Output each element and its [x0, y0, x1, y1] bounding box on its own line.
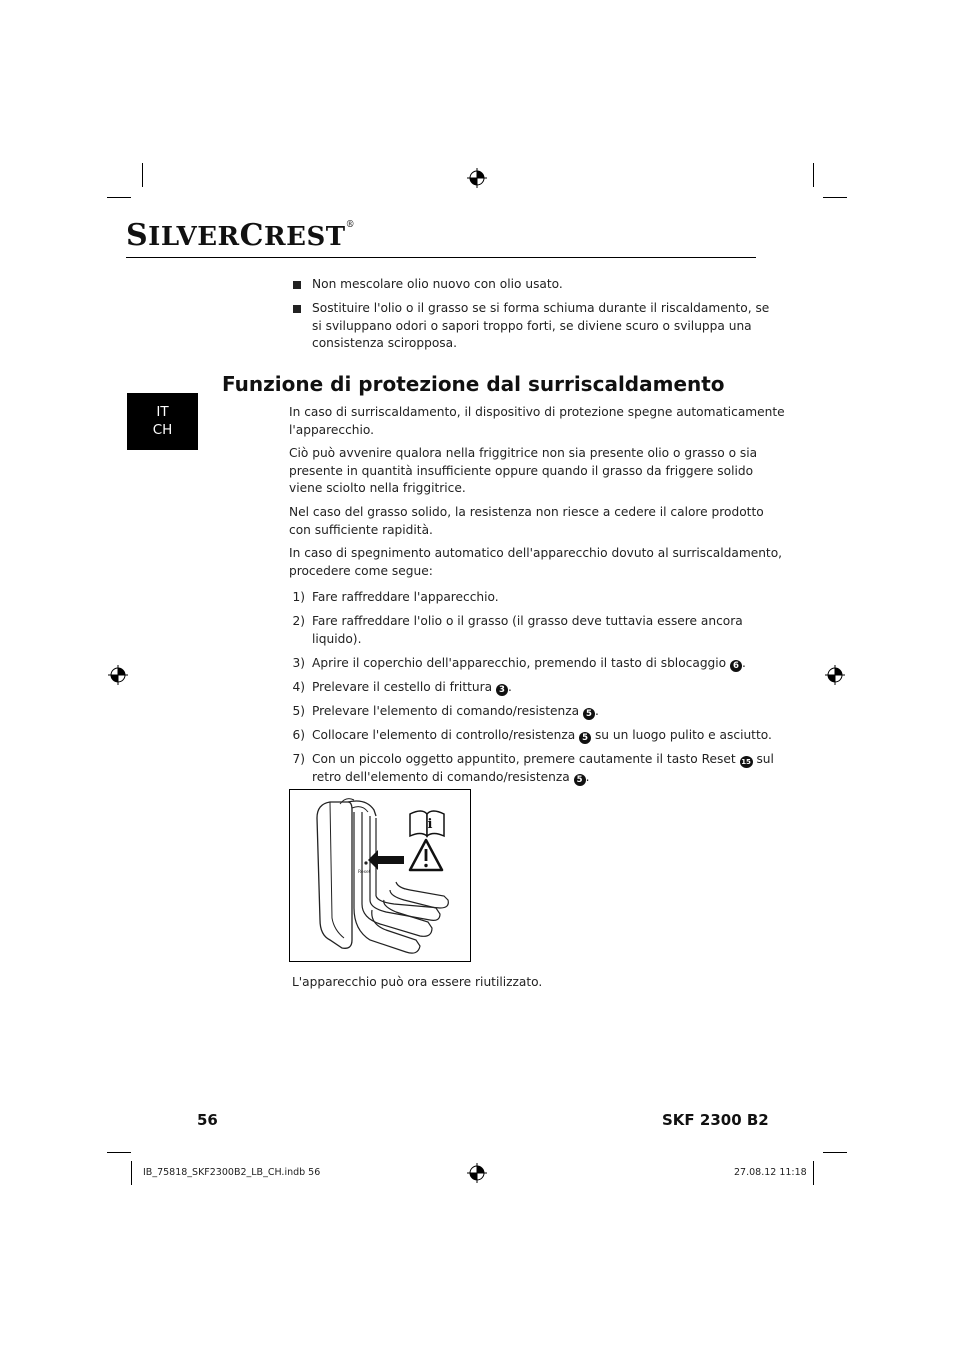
step-number: 7)	[292, 752, 305, 766]
step-text: Fare raffreddare l'olio o il grasso (il grasso deve tuttavia essere ancora liquido).	[312, 614, 743, 646]
reference-number-badge: 5	[574, 774, 586, 786]
reference-number-badge: 5	[583, 708, 595, 720]
language-tab: IT CH	[127, 393, 198, 450]
model-name: SKF 2300 B2	[662, 1111, 769, 1129]
paragraph: Ciò può avvenire qualora nella friggitrice non sia presente olio o grasso o sia presente in quantità insufficiente oppure quando il grasso da friggere solido viene sciolto nella friggitrice.	[289, 446, 758, 496]
step-number: 4)	[292, 680, 305, 694]
registration-mark-icon	[467, 1163, 487, 1183]
header-rule	[126, 257, 756, 258]
crop-mark	[142, 163, 143, 187]
bullet-item: Sostituire l'olio o il grasso se si forma schiuma durante il riscaldamento, se si sviluppano odori o sapori troppo forti, se diviene scuro o sviluppa una consistenza sciropposa.	[312, 301, 770, 351]
step-text: Fare raffreddare l'apparecchio.	[312, 590, 499, 604]
reset-illustration	[289, 789, 471, 962]
brand-logo: SILVERCREST®	[126, 218, 356, 253]
step-number: 6)	[292, 728, 305, 742]
crop-mark	[823, 197, 847, 198]
page-number: 56	[197, 1111, 218, 1129]
crop-mark	[813, 1161, 814, 1185]
svg-text:i: i	[427, 817, 433, 832]
paragraph: Nel caso del grasso solido, la resistenza non riesce a cedere il calore prodotto con sufficiente rapidità.	[289, 505, 764, 537]
paragraph: In caso di surriscaldamento, il dispositivo di protezione spegne automaticamente l'apparecchio.	[289, 405, 785, 437]
reference-number-badge: 15	[741, 758, 751, 766]
print-timestamp: 27.08.12 11:18	[734, 1167, 807, 1178]
registration-mark-icon	[825, 665, 845, 685]
crop-mark	[131, 1161, 132, 1185]
heating-element-drawing	[290, 790, 469, 960]
bullet-square-icon	[293, 281, 301, 289]
registration-mark-icon	[467, 168, 487, 188]
bullet-item: Non mescolare olio nuovo con olio usato.	[312, 277, 563, 291]
reference-number-badge: 5	[579, 732, 591, 744]
reset-label: Reset	[358, 870, 371, 875]
step-text: Prelevare l'elemento di comando/resistenza 5 .	[312, 704, 599, 719]
crop-mark	[107, 197, 131, 198]
registration-mark-icon	[108, 665, 128, 685]
reference-number-badge: 3	[496, 684, 508, 696]
step-text: Collocare l'elemento di controllo/resistenza 5 su un luogo pulito e asciutto.	[312, 728, 772, 743]
step-number: 3)	[292, 656, 305, 670]
section-title: Funzione di protezione dal surriscaldamento	[222, 372, 725, 396]
paragraph: In caso di spegnimento automatico dell'apparecchio dovuto al surriscaldamento, procedere come segue:	[289, 546, 783, 578]
step-text: Aprire il coperchio dell'apparecchio, premendo il tasto di sblocaggio 6 .	[312, 656, 746, 671]
crop-mark	[823, 1152, 847, 1153]
reference-number-badge: 6	[730, 660, 742, 672]
step-number: 1)	[292, 590, 305, 604]
crop-mark	[107, 1152, 131, 1153]
file-info: IB_75818_SKF2300B2_LB_CH.indb 56	[143, 1167, 321, 1178]
step-text: Prelevare il cestello di frittura 3 .	[312, 680, 512, 695]
manual-info-icon	[410, 811, 444, 836]
step-number: 5)	[292, 704, 305, 718]
step-number: 2)	[292, 614, 305, 628]
bullet-square-icon	[293, 305, 301, 313]
step-text: Con un piccolo oggetto appuntito, premere cautamente il tasto Reset 15 sul retro dell'elemento di comando/resistenza 5 .	[312, 752, 774, 785]
crop-mark	[813, 163, 814, 187]
closing-text: L'apparecchio può ora essere riutilizzato.	[292, 975, 543, 989]
